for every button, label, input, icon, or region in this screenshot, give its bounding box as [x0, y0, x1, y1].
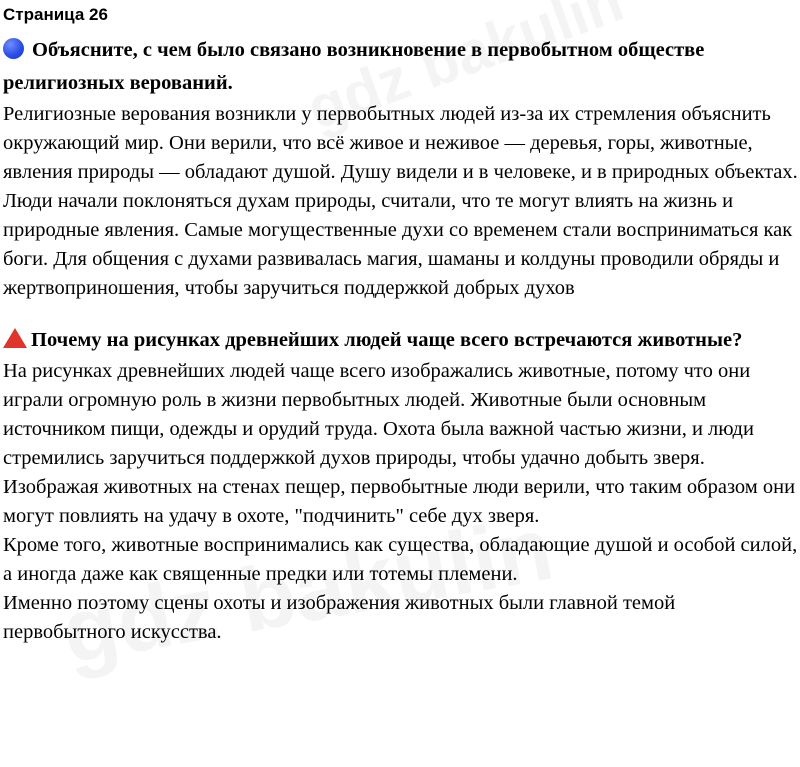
question-section-2: [3, 324, 798, 647]
blue-circle-icon: [3, 38, 24, 59]
section-spacer: [3, 303, 798, 324]
question-text: Почему на рисунках древнейших людей чаще всего встречаются животные?: [31, 329, 743, 351]
red-triangle-icon: [3, 328, 27, 348]
question-heading: [3, 34, 798, 100]
question-heading: [3, 324, 798, 357]
page-number-header: Страница 26: [3, 5, 108, 24]
answer-paragraph: Религиозные верования возникли у первобытных людей из-за их стремления объяснить окружающий мир. Они верили, что всё живое и неживое — деревья, горы, животные, явления природы — обладают душой. Душу видели и в человеке, и в природных объектах. Люди начали поклоняться духам природы, считали, что те могут влиять на жизнь и природные явления. Самые могущественные духи со временем стали восприниматься как боги. Для общения с духами развивалась магия, шаманы и колдуны проводили обряды и жертвоприношения, чтобы заручиться поддержкой добрых духов: [3, 103, 798, 299]
answer-paragraph: На рисунках древнейших людей чаще всего изображались животные, потому что они играли огромную роль в жизни первобытных людей. Животные были основным источником пищи, одежды и орудий труда. Охота была важной частью жизни, и люди стремились заручиться поддержкой духов природы, чтобы удачно добыть зверя.: [3, 360, 754, 469]
question-section-1: [3, 34, 798, 303]
question-text: Объясните, с чем было связано возникновение в первобытном обществе религиозных верований.: [3, 39, 705, 94]
answer-paragraph: Именно поэтому сцены охоты и изображения животных были главной темой первобытного искусства.: [3, 592, 676, 643]
answer-paragraph: Изображая животных на стенах пещер, первобытные люди верили, что таким образом они могут повлиять на удачу в охоте, "подчинить" себе дух зверя.: [3, 476, 796, 527]
answer-paragraph: Кроме того, животные воспринимались как существа, обладающие душой и особой силой, а иногда даже как священные предки или тотемы племени.: [3, 534, 798, 585]
